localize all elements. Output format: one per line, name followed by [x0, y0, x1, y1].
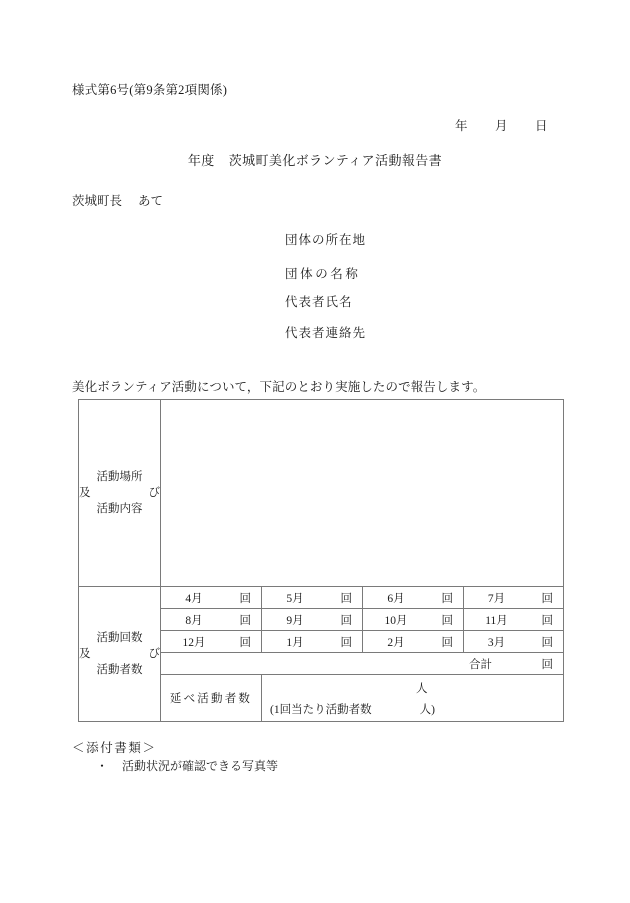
month-cell[interactable] [464, 587, 564, 609]
month-unit: 回 [441, 614, 453, 627]
month-unit: 回 [340, 592, 352, 605]
page-title [0, 150, 630, 169]
title-text: 茨城町美化ボランティア活動報告書 [228, 153, 443, 168]
month-label: 12月 [182, 636, 206, 649]
per-session-prefix: (1回当たり活動者数 [270, 704, 372, 716]
month-label: 11月 [485, 614, 508, 627]
report-table [78, 399, 564, 722]
month-unit: 回 [441, 592, 453, 605]
per-session-note [270, 701, 435, 717]
month-label: 1月 [286, 636, 304, 649]
month-unit: 回 [541, 614, 553, 627]
month-cell[interactable] [363, 609, 464, 631]
label-total-participants: 延べ活動者数 [161, 675, 262, 722]
month-cell[interactable] [161, 631, 262, 653]
field-organization-name: 団体の名称 [285, 267, 361, 281]
month-unit: 回 [340, 614, 352, 627]
field-representative-name: 代表者氏名 [285, 295, 353, 309]
attachments-heading: ＜添付書類＞ [72, 741, 157, 755]
total-cell[interactable] [161, 653, 564, 675]
bullet-icon: ・ [96, 759, 109, 773]
participants-unit: 人 [416, 683, 428, 695]
month-label: 6月 [387, 592, 405, 605]
month-unit: 回 [441, 636, 453, 649]
label-line-3: 活動者数 [96, 664, 143, 677]
table-row-months-1 [79, 587, 564, 609]
month-unit: 回 [541, 636, 553, 649]
fiscal-year-label: 年度 [187, 153, 215, 168]
date-year-label: 年 [455, 119, 468, 133]
lead-sentence: 美化ボランティア活動について，下記のとおり実施したので報告します。 [72, 380, 486, 394]
field-organization-address: 団体の所在地 [285, 233, 367, 247]
month-label: 2月 [387, 636, 405, 649]
total-unit: 回 [541, 658, 553, 671]
addressee-suffix: あて [138, 194, 164, 208]
form-number: 様式第6号(第9条第2項関係) [72, 83, 228, 97]
attachment-item-text: 活動状況が確認できる写真等 [122, 759, 279, 773]
month-cell[interactable] [161, 609, 262, 631]
month-unit: 回 [541, 592, 553, 605]
table-row-activity-place [79, 400, 564, 587]
month-cell[interactable] [262, 609, 363, 631]
date-month-label: 月 [495, 119, 508, 133]
month-cell[interactable] [464, 609, 564, 631]
month-cell[interactable] [262, 631, 363, 653]
addressee-name: 茨城町長 [72, 194, 123, 208]
label-activity-place [79, 400, 161, 587]
input-total-participants[interactable] [262, 675, 564, 722]
month-label: 7月 [487, 592, 506, 605]
label-line-2-right: び [148, 647, 160, 660]
month-label: 8月 [185, 614, 203, 627]
month-unit: 回 [340, 636, 352, 649]
month-label: 9月 [286, 614, 304, 627]
addressee [72, 191, 163, 209]
label-line-1: 活動場所 [96, 470, 143, 483]
month-cell[interactable] [363, 587, 464, 609]
date-line [455, 116, 548, 134]
total-label: 合計 [469, 658, 492, 671]
label-line-2 [79, 646, 160, 662]
month-cell[interactable] [262, 587, 363, 609]
month-unit: 回 [239, 636, 251, 649]
month-label: 3月 [487, 636, 506, 649]
month-label: 10月 [384, 614, 408, 627]
input-activity-place-content[interactable] [161, 400, 564, 587]
month-cell[interactable] [464, 631, 564, 653]
label-line-2 [79, 485, 160, 501]
per-session-suffix: 人) [419, 704, 435, 716]
month-label: 4月 [185, 592, 203, 605]
label-line-2-left: 及 [79, 647, 91, 660]
field-representative-contact: 代表者連絡先 [285, 326, 367, 340]
month-unit: 回 [239, 592, 251, 605]
label-line-1: 活動回数 [96, 631, 143, 644]
month-cell[interactable] [363, 631, 464, 653]
attachment-list-item [96, 757, 278, 774]
label-line-3: 活動内容 [96, 503, 143, 516]
month-unit: 回 [239, 614, 251, 627]
date-day-label: 日 [535, 119, 548, 133]
label-activity-count [79, 587, 161, 722]
label-line-2-left: 及 [79, 486, 91, 499]
month-label: 5月 [286, 592, 304, 605]
month-cell[interactable] [161, 587, 262, 609]
label-line-2-right: び [148, 486, 160, 499]
